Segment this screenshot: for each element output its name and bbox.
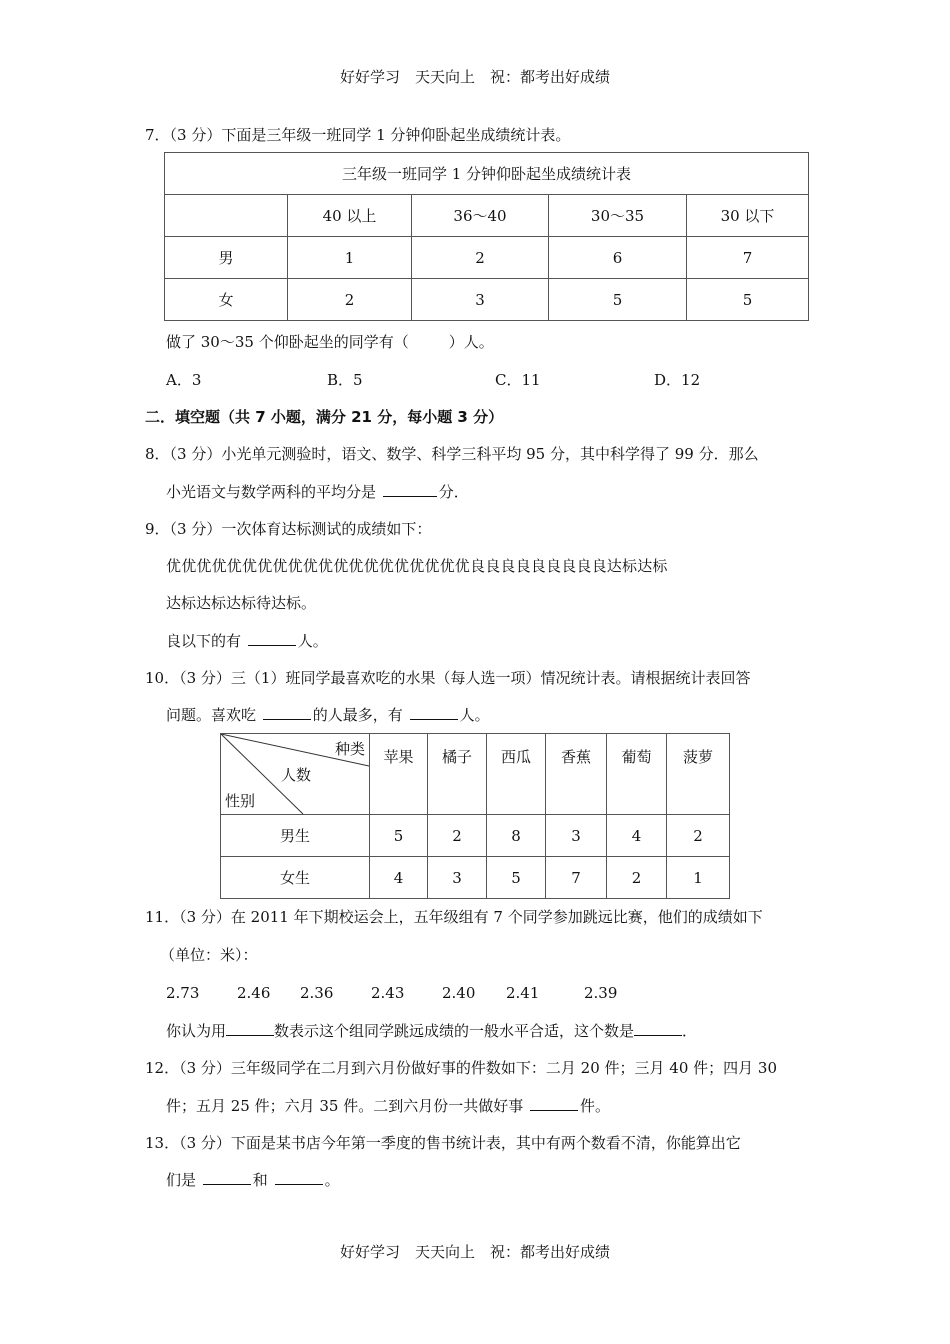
- table-row: [221, 857, 730, 899]
- q7-corner-cell: [165, 195, 288, 237]
- q8-line1: 8．（3 分）小光单元测验时，语文、数学、科学三科平均 95 分，其中科学得了 99 分．那么: [145, 445, 759, 463]
- q11-text: 数表示这个组同学跳远成绩的一般水平合适，这个数是: [274, 1022, 635, 1040]
- q11-text: 你认为用: [166, 1022, 227, 1040]
- q10-col-header: 葡萄: [607, 734, 667, 815]
- q7-question-text: ）人。: [448, 333, 494, 351]
- q9-answer-blank[interactable]: [248, 631, 296, 646]
- q10-cell: 7: [546, 857, 607, 899]
- q10-cell: 8: [487, 815, 546, 857]
- q7-cell: 6: [549, 237, 687, 279]
- q7-cell: 7: [687, 237, 809, 279]
- q10-cell: 3: [428, 857, 487, 899]
- q12-text: 件；五月 25 件；六月 35 件。二到六月份一共做好事: [166, 1097, 524, 1115]
- page-footer: 好好学习 天天向上 祝：都考出好成绩: [339, 1243, 610, 1261]
- q7-col-header: 30 以下: [687, 195, 809, 237]
- q10-cell: 5: [487, 857, 546, 899]
- corner-label-gender: 性别: [225, 792, 256, 810]
- q11-value: 2.73: [166, 984, 200, 1002]
- q10-col-header: 橘子: [428, 734, 487, 815]
- q11-value: 2.46: [237, 984, 271, 1002]
- table-row: [165, 195, 809, 237]
- q8-line2: [166, 481, 469, 503]
- q10-cell: 2: [428, 815, 487, 857]
- q12-line2: [166, 1095, 610, 1117]
- q9-line4: [166, 630, 328, 652]
- q10-cell: 2: [667, 815, 730, 857]
- q10-cell: 5: [370, 815, 428, 857]
- q13-text: 和: [252, 1171, 268, 1189]
- q7-options: [166, 369, 700, 391]
- q10-text: 人。: [459, 706, 490, 724]
- section-2-heading: 二．填空题（共 7 小题，满分 21 分，每小题 3 分）: [145, 408, 504, 426]
- q7-cell: 2: [288, 279, 412, 321]
- q10-col-header: 苹果: [370, 734, 428, 815]
- q7-cell: 5: [687, 279, 809, 321]
- q11-line2: （单位：米）：: [160, 946, 258, 964]
- table-row: [165, 237, 809, 279]
- q13-text: 。: [324, 1171, 340, 1189]
- corner-label-type: 种类: [335, 740, 366, 758]
- q7-option-d[interactable]: D．12: [654, 371, 701, 389]
- q11-value: 2.43: [371, 984, 405, 1002]
- q7-table: [164, 152, 809, 321]
- q10-line1: 10．（3 分）三（1）班同学最喜欢吃的水果（每人选一项）情况统计表。请根据统计表回答: [145, 669, 751, 687]
- q7-question: [166, 331, 494, 353]
- q12-answer-blank[interactable]: [530, 1096, 578, 1111]
- q10-line2: [166, 704, 490, 726]
- corner-label-count: 人数: [281, 766, 312, 784]
- q13-text: 们是: [166, 1171, 197, 1189]
- q9-text: 良以下的有: [166, 632, 242, 650]
- table-row: [221, 815, 730, 857]
- q11-value: 2.41: [506, 984, 540, 1002]
- q10-col-header: 西瓜: [487, 734, 546, 815]
- q7-cell: 3: [412, 279, 549, 321]
- q7-stem: 7．（3 分）下面是三年级一班同学 1 分钟仰卧起坐成绩统计表。: [145, 126, 571, 144]
- q7-col-header: 36～40: [412, 195, 549, 237]
- q7-row-label: 男: [165, 237, 288, 279]
- q7-option-b[interactable]: B．5: [327, 371, 363, 389]
- q13-line1: 13．（3 分）下面是某书店今年第一季度的售书统计表，其中有两个数看不清，你能算出它: [145, 1134, 741, 1152]
- q11-line4: [166, 1020, 697, 1042]
- q9-line1: 9．（3 分）一次体育达标测试的成绩如下：: [145, 520, 432, 538]
- q10-row-label: 女生: [221, 857, 370, 899]
- table-row: [221, 734, 730, 815]
- q11-value: 2.39: [584, 984, 618, 1002]
- q9-text: 人。: [297, 632, 328, 650]
- q7-question-text: 做了 30～35 个仰卧起坐的同学有（: [166, 333, 409, 351]
- q10-col-header: 香蕉: [546, 734, 607, 815]
- q7-col-header: 30～35: [549, 195, 687, 237]
- q7-option-c[interactable]: C．11: [495, 371, 541, 389]
- q11-values: [166, 982, 617, 1004]
- q7-cell: 2: [412, 237, 549, 279]
- q7-option-a[interactable]: A．3: [166, 371, 202, 389]
- q8-text: 小光语文与数学两科的平均分是: [166, 483, 377, 501]
- q11-answer-blank-value[interactable]: [634, 1021, 682, 1036]
- q8-text: 分．: [438, 483, 469, 501]
- q13-answer-blank-2[interactable]: [275, 1170, 323, 1185]
- q11-text: ．: [682, 1022, 698, 1040]
- q7-cell: 1: [288, 237, 412, 279]
- q10-answer-blank-count[interactable]: [410, 705, 458, 720]
- q10-cell: 4: [370, 857, 428, 899]
- q7-cell: 5: [549, 279, 687, 321]
- q10-answer-blank-fruit[interactable]: [263, 705, 311, 720]
- table-row: [165, 279, 809, 321]
- q10-table: [220, 733, 730, 899]
- q7-col-header: 40 以上: [288, 195, 412, 237]
- q10-cell: 3: [546, 815, 607, 857]
- q9-line3: 达标达标达标待达标。: [166, 594, 317, 612]
- page-header: 好好学习 天天向上 祝：都考出好成绩: [339, 68, 610, 86]
- q7-row-label: 女: [165, 279, 288, 321]
- q8-answer-blank[interactable]: [383, 482, 437, 497]
- q9-line2: 优优优优优优优优优优优优优优优优优优优优良良良良良良良良良达标达标: [166, 557, 668, 575]
- q10-cell: 2: [607, 857, 667, 899]
- q11-answer-blank-method[interactable]: [226, 1021, 274, 1036]
- q11-value: 2.36: [300, 984, 334, 1002]
- q10-text: 问题。喜欢吃: [166, 706, 257, 724]
- q13-line2: [166, 1169, 340, 1191]
- q10-text: 的人最多，有: [312, 706, 403, 724]
- q12-text: 件。: [580, 1097, 611, 1115]
- q11-value: 2.40: [442, 984, 476, 1002]
- q13-answer-blank-1[interactable]: [203, 1170, 251, 1185]
- q10-corner-cell: [221, 734, 370, 815]
- q11-line1: 11．（3 分）在 2011 年下期校运会上，五年级组有 7 个同学参加跳远比赛，他们的成绩如下: [145, 908, 763, 926]
- q10-col-header: 菠萝: [667, 734, 730, 815]
- q7-table-title: 三年级一班同学 1 分钟仰卧起坐成绩统计表: [165, 153, 809, 195]
- q10-row-label: 男生: [221, 815, 370, 857]
- q10-cell: 1: [667, 857, 730, 899]
- q12-line1: 12．（3 分）三年级同学在二月到六月份做好事的件数如下：二月 20 件；三月 40 件；四月 30: [145, 1059, 778, 1077]
- q10-cell: 4: [607, 815, 667, 857]
